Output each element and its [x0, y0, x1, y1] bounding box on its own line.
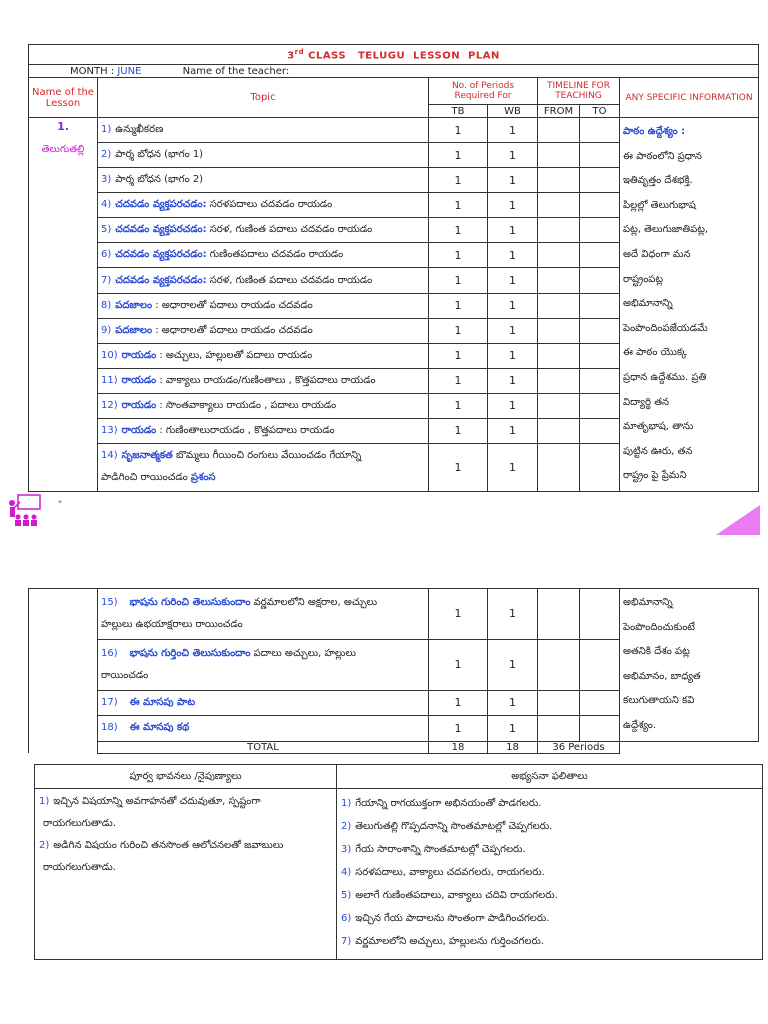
- lesson-number: 1.: [57, 120, 69, 133]
- item-number: 2): [39, 840, 50, 851]
- topic-text: : సొంతవాక్యాలు రాయడం , పదాలు రాయడం: [156, 399, 337, 411]
- wb-periods: 1: [488, 168, 538, 193]
- to-cell: [580, 318, 620, 343]
- item-text: ఇచ్చిన విషయాన్ని అవగాహనతో చదువుతూ, స్పష్టంగా: [53, 796, 261, 807]
- lesson-name-cell: [29, 118, 98, 492]
- to-cell: [580, 293, 620, 318]
- wb-periods: 1: [488, 268, 538, 293]
- tb-periods: 1: [429, 243, 488, 268]
- info-line: అభిమానాన్ని: [623, 597, 673, 608]
- outcome-item: [341, 861, 758, 884]
- to-cell: [580, 343, 620, 368]
- topic-number: 10): [101, 349, 118, 361]
- topic-skill: సృజనాత్మకత: [121, 450, 173, 462]
- topic-text: : అధారాలతో పదాలు రాయడం చదవడం: [152, 324, 313, 336]
- wb-periods: 1: [488, 393, 538, 418]
- total-periods: 36 Periods: [538, 741, 620, 753]
- to-cell: [580, 143, 620, 168]
- topic-number: 6): [101, 249, 112, 261]
- from-cell: [538, 444, 580, 492]
- outcome-item: [341, 907, 758, 930]
- topic-skill: పదజాలం: [115, 299, 153, 311]
- from-cell: [538, 343, 580, 368]
- topic-number: 4): [101, 199, 112, 211]
- info-line: ప్రధాన ఉద్దేశము. ప్రతి: [623, 371, 707, 383]
- item-text-cont: రాయగలుగుతాడు.: [43, 818, 116, 829]
- topic-number: 18): [101, 722, 118, 734]
- topic-text-cont: హల్లులు ఉభయాక్షరాలు రాయించడం: [101, 618, 243, 630]
- tb-periods: 1: [429, 193, 488, 218]
- topic-number: 3): [101, 174, 112, 186]
- pre-skills-heading: పూర్వ భావనలు /నైపుణ్యాలు: [35, 765, 337, 789]
- topic-number: 1): [101, 124, 112, 136]
- from-cell: [538, 293, 580, 318]
- topic-number: 14): [101, 450, 118, 462]
- wb-periods: 1: [488, 418, 538, 443]
- topic-skill: చదవడం వ్యక్తపరచడం:: [115, 249, 207, 261]
- topic-number: 7): [101, 274, 112, 286]
- topic-cell: [98, 589, 429, 640]
- from-cell: [538, 690, 580, 715]
- tb-periods: 1: [429, 690, 488, 715]
- info-line: పుట్టిన ఊరు, తన: [623, 445, 693, 457]
- topic-skill: ఈ మాసపు పాట: [129, 696, 196, 708]
- lesson-row: [29, 118, 759, 143]
- tb-periods: 1: [429, 444, 488, 492]
- blank-cell: [620, 741, 759, 753]
- from-cell: [538, 118, 580, 143]
- to-cell: [580, 418, 620, 443]
- to-cell: [580, 118, 620, 143]
- info-line: పిల్లల్లో తెలుగుభాష: [623, 199, 696, 211]
- outcome-item: [341, 792, 758, 815]
- topic-cell: [98, 393, 429, 418]
- topic-text: సరళ, గుణింత పదాలు చదవడం రాయడం: [206, 224, 373, 236]
- topic-cell: [98, 368, 429, 393]
- item-text-cont: రాయగలుగుతాడు.: [43, 862, 116, 873]
- outcome-item: [341, 930, 758, 953]
- info-line: రాష్ట్రం పై ప్రేమని: [623, 470, 687, 482]
- wb-periods: 1: [488, 368, 538, 393]
- wb-periods: 1: [488, 293, 538, 318]
- topic-text: ఉన్ముఖీకరణ: [115, 124, 164, 136]
- from-cell: [538, 589, 580, 640]
- info-line: ఇతివృత్తం దేశభక్తి.: [623, 175, 693, 187]
- item-text: వర్ణమాలలోని అచ్చులు, హల్లులను గుర్తించగలరు.: [355, 936, 545, 947]
- to-cell: [580, 218, 620, 243]
- to-cell: [580, 268, 620, 293]
- tb-periods: 1: [429, 589, 488, 640]
- tb-periods: 1: [429, 716, 488, 741]
- tb-periods: 1: [429, 293, 488, 318]
- quote-marker: ": [58, 500, 63, 510]
- tb-periods: 1: [429, 343, 488, 368]
- topic-cell: [98, 318, 429, 343]
- info-line: పెంపొందించుకుంటే: [623, 621, 695, 633]
- topic-cell: [98, 293, 429, 318]
- wb-periods: 1: [488, 690, 538, 715]
- to-cell: [580, 639, 620, 690]
- from-cell: [538, 218, 580, 243]
- wb-periods: 1: [488, 218, 538, 243]
- topic-skill: చదవడం వ్యక్తపరచడం:: [115, 274, 207, 286]
- total-label: TOTAL: [98, 741, 429, 753]
- wb-periods: 1: [488, 193, 538, 218]
- outcomes-list: [337, 789, 763, 960]
- header-tb: TB: [429, 105, 488, 118]
- topic-text: వర్ణమాలలోని అక్షరాల, అచ్చులు: [250, 596, 378, 608]
- lesson-plan-table: [28, 44, 759, 492]
- topic-cell: [98, 418, 429, 443]
- from-cell: [538, 716, 580, 741]
- topic-text: : అధారాలతో పదాలు రాయడం చదవడం: [152, 299, 313, 311]
- outcome-item: [341, 815, 758, 838]
- tb-periods: 1: [429, 393, 488, 418]
- item-number: 1): [39, 796, 50, 807]
- topic-skill: రాయడం: [121, 399, 157, 411]
- header-wb: WB: [488, 105, 538, 118]
- topic-number: 15): [101, 596, 118, 608]
- topic-text: : అచ్చులు, హల్లులతో పదాలు రాయడం: [156, 349, 313, 361]
- outcome-item: [341, 838, 758, 861]
- info-line: పట్ల, తెలుగుజాతిపట్ల,: [623, 224, 709, 236]
- wb-periods: 1: [488, 318, 538, 343]
- to-cell: [580, 690, 620, 715]
- from-cell: [538, 393, 580, 418]
- item-number: 5): [341, 890, 352, 901]
- topic-cell: [98, 639, 429, 690]
- tb-periods: 1: [429, 639, 488, 690]
- topic-number: 9): [101, 324, 112, 336]
- from-cell: [538, 143, 580, 168]
- from-cell: [538, 268, 580, 293]
- item-text: అడిగిన విషయం గురించి తనసొంత ఆలోచనలతో జవాబులు: [53, 840, 284, 851]
- topic-text: : గుణింతాలురాయడం , కొత్తపదాలు రాయడం: [156, 424, 335, 436]
- lesson-name: తెలుగుతల్లి: [41, 144, 85, 155]
- topic-cell: [98, 118, 429, 143]
- item-number: 3): [341, 844, 352, 855]
- wb-periods: 1: [488, 444, 538, 492]
- pre-skills-list: [35, 789, 337, 960]
- to-cell: [580, 168, 620, 193]
- wb-periods: 1: [488, 639, 538, 690]
- to-cell: [580, 193, 620, 218]
- topic-cell: [98, 193, 429, 218]
- info-line: అతనికి దేశం పట్ల: [623, 646, 690, 658]
- from-cell: [538, 418, 580, 443]
- wb-periods: 1: [488, 343, 538, 368]
- header-from: FROM: [538, 105, 580, 118]
- topic-skill: పదజాలం: [115, 324, 153, 336]
- topic-cell: [98, 690, 429, 715]
- from-cell: [538, 168, 580, 193]
- topic-number: 11): [101, 374, 118, 386]
- info-line: కలుగుతాయని కవి: [623, 695, 695, 707]
- topic-text: బొమ్మలు గీయించి రంగులు వేయించడం గేయాన్ని: [172, 450, 362, 462]
- topic-skill: రాయడం: [121, 374, 157, 386]
- to-cell: [580, 444, 620, 492]
- teacher-class-icon: [4, 493, 44, 527]
- specific-info-cell: [620, 589, 759, 742]
- month-row: MONTH : JUNE Name of the teacher:: [29, 65, 759, 78]
- tb-periods: 1: [429, 143, 488, 168]
- lesson-plan-title: 3rd CLASS TELUGU LESSON PLAN: [29, 45, 759, 65]
- topic-number: 12): [101, 399, 118, 411]
- topic-skill: ఈ మాసపు కథ: [129, 722, 190, 734]
- from-cell: [538, 318, 580, 343]
- info-line: విద్యార్థి తన: [623, 396, 669, 408]
- item-number: 7): [341, 936, 352, 947]
- from-cell: [538, 368, 580, 393]
- topic-cell: [98, 716, 429, 741]
- info-line: అభిమానాన్ని: [623, 298, 673, 310]
- wb-periods: 1: [488, 716, 538, 741]
- from-cell: [538, 639, 580, 690]
- header-lesson: Name of the Lesson: [29, 78, 98, 118]
- topic-number: 5): [101, 224, 112, 236]
- topic-text: పదాలు అచ్చులు, హల్లులు: [250, 647, 356, 659]
- total-tb: 18: [429, 741, 488, 753]
- specific-info-cell: [620, 118, 759, 492]
- pink-triangle-icon: [716, 505, 760, 535]
- topic-skill: చదవడం వ్యక్తపరచడం:: [115, 199, 207, 211]
- info-line: ఈ పాఠం యొక్క: [623, 347, 687, 359]
- topic-number: 13): [101, 424, 118, 436]
- item-text: ఇచ్చిన గేయ పాదాలను సొంతంగా పాడిగించగలరు.: [355, 913, 550, 924]
- topic-skill: రాయడం: [121, 424, 157, 436]
- topic-text: పార్శ బోధన (భాగం 1): [115, 149, 204, 161]
- item-number: 6): [341, 913, 352, 924]
- lesson-plan-table-continued: [28, 588, 759, 754]
- topic-text: సరళ, గుణింత పదాలు చదవడం రాయడం: [206, 274, 373, 286]
- to-cell: [580, 368, 620, 393]
- total-row: [29, 741, 759, 753]
- topic-text-cont: రాయించడం: [101, 669, 149, 681]
- item-number: 1): [341, 798, 352, 809]
- info-line: అదే విధంగా మన: [623, 248, 691, 260]
- wb-periods: 1: [488, 243, 538, 268]
- topic-cell: [98, 243, 429, 268]
- skills-outcomes-table: [34, 764, 763, 960]
- pre-skill-item: [39, 835, 332, 879]
- tb-periods: 1: [429, 168, 488, 193]
- topic-text: సరళపదాలు చదవడం రాయడం: [206, 199, 333, 211]
- tb-periods: 1: [429, 118, 488, 143]
- wb-periods: 1: [488, 589, 538, 640]
- tb-periods: 1: [429, 218, 488, 243]
- info-line: పెంపొందింపజేయడమే: [623, 322, 708, 334]
- topic-cell: [98, 218, 429, 243]
- topic-cell: [98, 268, 429, 293]
- item-text: అలాగే గుణింతపదాలు, వాక్యాలు చదివి రాయగలరు.: [355, 890, 558, 901]
- topic-text: గుణింతపదాలు చదవడం రాయడం: [206, 249, 344, 261]
- total-wb: 18: [488, 741, 538, 753]
- to-cell: [580, 393, 620, 418]
- topic-skill: భాషను గురించి తెలుసుకుందాం: [129, 596, 251, 608]
- item-number: 4): [341, 867, 352, 878]
- topic-number: 16): [101, 647, 118, 659]
- topic-text: పార్శ బోధన (భాగం 2): [115, 174, 204, 186]
- topic-cell: [98, 444, 429, 492]
- topic-cell: [98, 143, 429, 168]
- wb-periods: 1: [488, 118, 538, 143]
- info-line: అభిమానం, బాధ్యత: [623, 670, 701, 682]
- topic-cell: [98, 343, 429, 368]
- topic-text: : వాక్యాలు రాయడం/గుణింతాలు , కొత్తపదాలు రాయడం: [156, 374, 376, 386]
- item-text: గేయ సారాంశాన్ని సొంతమాటల్లో చెప్పగలరు.: [355, 844, 526, 855]
- topic-number: 8): [101, 299, 112, 311]
- pre-skill-item: [39, 791, 332, 835]
- tb-periods: 1: [429, 268, 488, 293]
- item-number: 2): [341, 821, 352, 832]
- item-text: తెలుగుతల్లి గొప్పదనాన్ని సొంతమాటల్లో చెప్పగలరు.: [355, 821, 553, 832]
- topic-cell: [98, 168, 429, 193]
- tb-periods: 1: [429, 318, 488, 343]
- info-heading: పాఠం ఉద్దేశ్యం :: [623, 126, 686, 137]
- header-periods: No. of Periods Required For: [429, 78, 538, 105]
- topic-number: 17): [101, 696, 118, 708]
- item-text: సరళపదాలు, వాక్యాలు చదవగలరు, రాయగలరు.: [355, 867, 545, 878]
- tb-periods: 1: [429, 418, 488, 443]
- topic-number: 2): [101, 149, 112, 161]
- info-line: ఉద్దేశ్యం.: [623, 719, 657, 731]
- topic-skill: భాషను గుర్తించి తెలుసుకుందాం: [129, 647, 251, 659]
- info-line: మాతృభాష, తాను: [623, 421, 694, 433]
- to-cell: [580, 589, 620, 640]
- tb-periods: 1: [429, 368, 488, 393]
- lesson-name-cell: [29, 589, 98, 754]
- outcome-item: [341, 884, 758, 907]
- topic-text-cont: పాడిగించి రాయించడం: [101, 472, 191, 484]
- topic-skill: చదవడం వ్యక్తపరచడం:: [115, 224, 207, 236]
- header-timeline: TIMELINE FOR TEACHING: [538, 78, 620, 105]
- item-text: గేయాన్ని రాగయుక్తంగా అభినయంతో పాడగలరు.: [355, 798, 542, 809]
- topic-skill: రాయడం: [121, 349, 157, 361]
- header-topic: Topic: [98, 78, 429, 118]
- to-cell: [580, 716, 620, 741]
- header-to: TO: [580, 105, 620, 118]
- wb-periods: 1: [488, 143, 538, 168]
- from-cell: [538, 193, 580, 218]
- info-line: ఈ పాఠంలోని ప్రధాన: [623, 150, 702, 162]
- topic-skill-tail: ప్రశంస: [190, 472, 216, 484]
- lesson-row: [29, 589, 759, 640]
- outcomes-heading: అభ్యసనా ఫలితాలు: [337, 765, 763, 789]
- to-cell: [580, 243, 620, 268]
- info-line: రాష్ట్రంపట్ల: [623, 273, 664, 285]
- from-cell: [538, 243, 580, 268]
- header-info: ANY SPECIFIC INFORMATION: [620, 78, 759, 118]
